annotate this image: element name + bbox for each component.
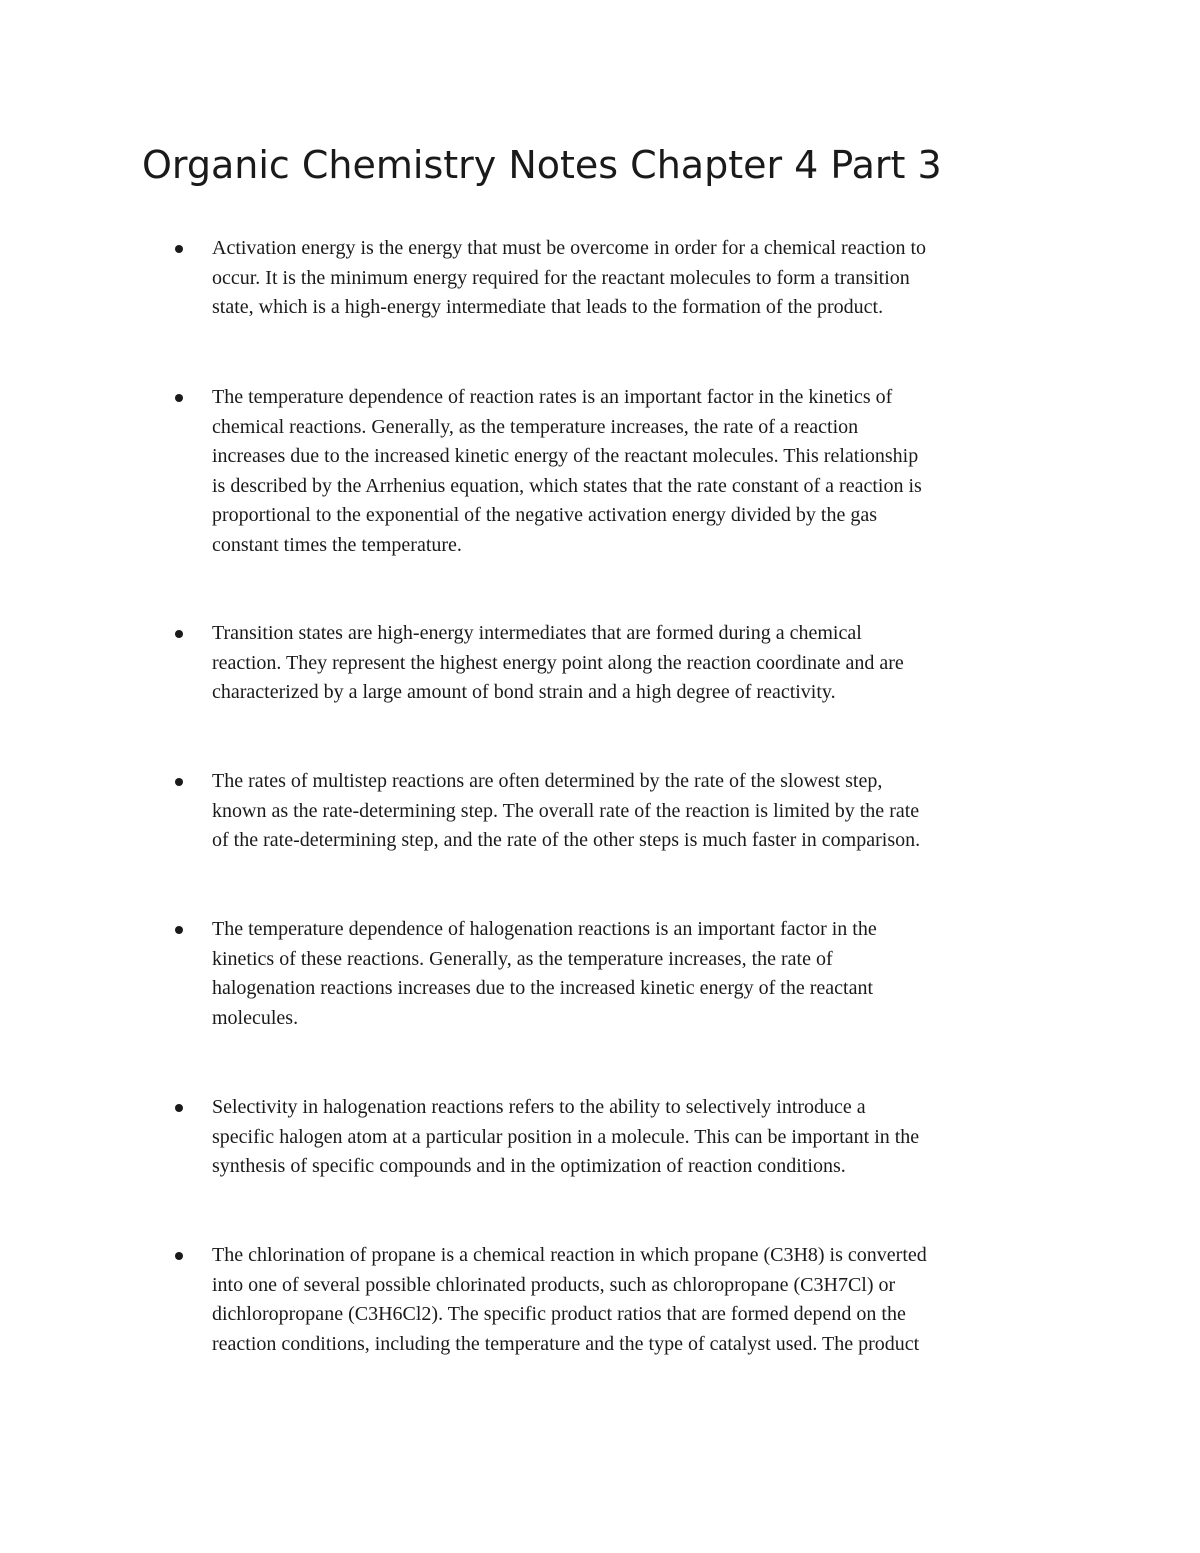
list-item-text: Activation energy is the energy that must be overcome in order for a chemical reaction to occur. It is the minimum energy required for the reactant molecules to form a transition state, which is a high-energy intermediate that leads to the formation of the product.: [212, 237, 927, 319]
list-item-text: The rates of multistep reactions are often determined by the rate of the slowest step, known as the rate-determining step. The overall rate of the reaction is limited by the rate of the rate-determining step, and the rate of the other steps is much faster in comparison.: [212, 770, 921, 852]
list-item-text: The chlorination of propane is a chemical reaction in which propane (C3H8) is converted into one of several possible chlorinated products, such as chloropropane (C3H7Cl) or dichloropropane (C3H6Cl2). The specific product ratios that are formed depend on the reaction conditions, including the temperature and the type of catalyst used. The product: [212, 1244, 927, 1355]
list-item-text: Selectivity in halogenation reactions refers to the ability to selectively introduce a specific halogen atom at a particular position in a molecule. This can be important in the synthesis of specific compounds and in the optimization of reaction conditions.: [212, 1096, 920, 1178]
bullet-icon: [175, 245, 183, 253]
list-item-activation-energy: [212, 234, 1058, 323]
bullet-icon: [175, 1104, 183, 1112]
list-item-text: The temperature dependence of reaction rates is an important factor in the kinetics of chemical reactions. Generally, as the temperature increases, the rate of a reaction increases due to the increased kinetic energy of the reactant molecules. This relationship is described by the Arrhenius equation, which states that the rate constant of a reaction is proportional to the exponential of the negative activation energy divided by the gas constant times the temperature.: [212, 386, 922, 556]
list-item-temperature-dependence: [212, 383, 1058, 561]
bullet-icon: [175, 778, 183, 786]
bullet-icon: [175, 394, 183, 402]
list-item-chlorination-propane: [212, 1241, 1058, 1359]
bullet-icon: [175, 630, 183, 638]
list-item-text: Transition states are high-energy intermediates that are formed during a chemical reaction. They represent the highest energy point along the reaction coordinate and are characterized by a large amount of bond strain and a high degree of reactivity.: [212, 622, 904, 704]
bullet-icon: [175, 926, 183, 934]
list-item-transition-states: [212, 619, 1058, 708]
list-item-text: The temperature dependence of halogenation reactions is an important factor in the kinetics of these reactions. Generally, as the temperature increases, the rate of halogenation reactions increases due to the increased kinetic energy of the reactant molecules.: [212, 918, 877, 1029]
list-item-multistep-reactions: [212, 767, 1058, 856]
list-item-halogenation-temperature: [212, 915, 1058, 1033]
bullet-icon: [175, 1252, 183, 1260]
page-title: Organic Chemistry Notes Chapter 4 Part 3: [142, 143, 942, 187]
list-item-selectivity: [212, 1093, 1058, 1182]
